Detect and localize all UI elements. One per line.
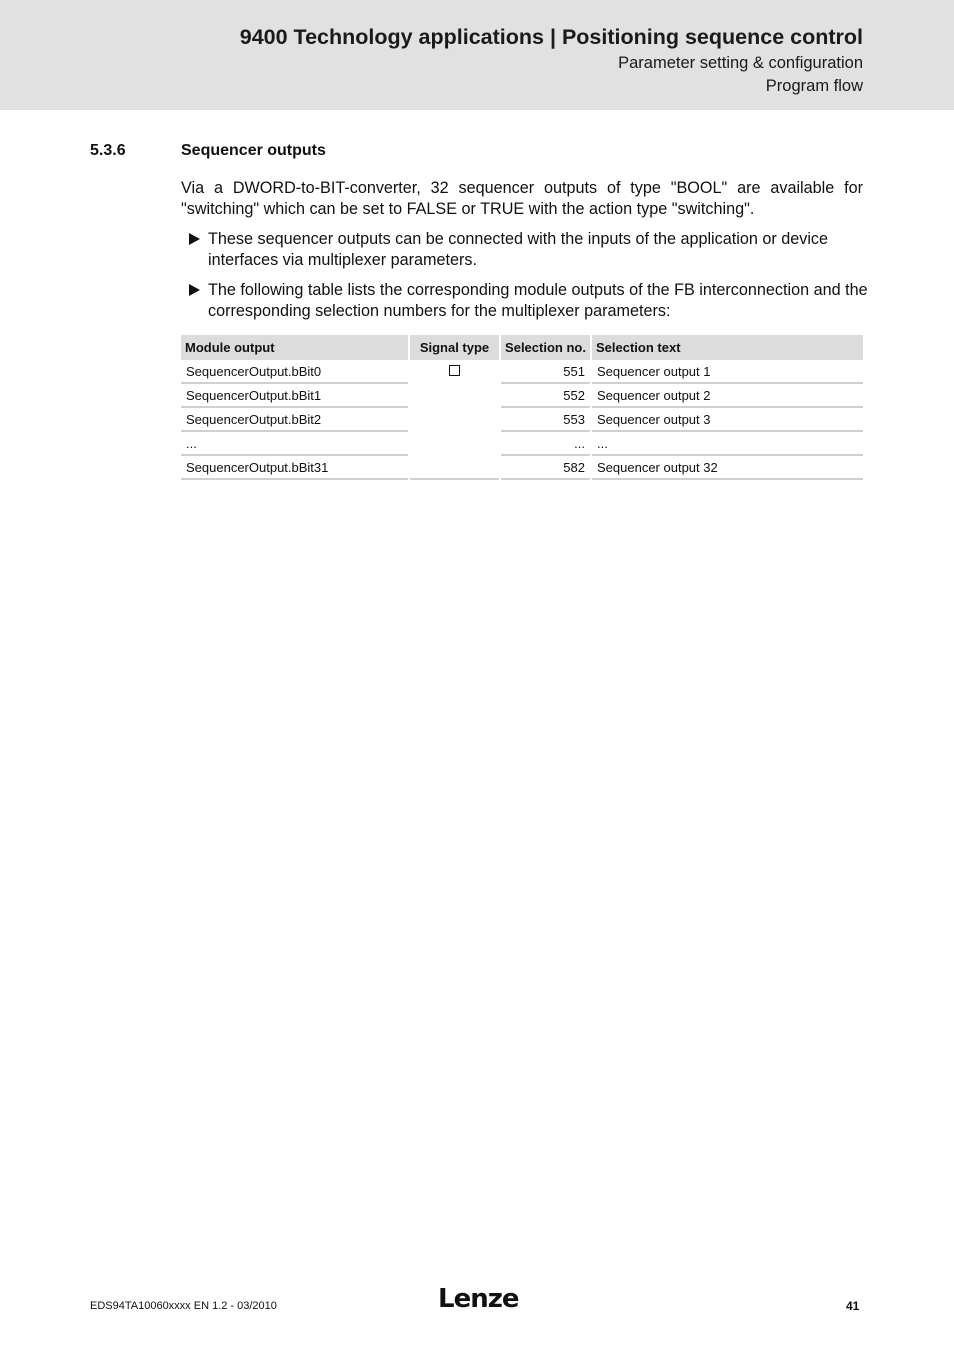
table-row <box>181 360 863 384</box>
module-output-cell: SequencerOutput.bBit0 <box>181 360 408 384</box>
table-header-row <box>181 335 863 360</box>
selection-text-cell: Sequencer output 3 <box>592 408 863 432</box>
sequencer-outputs-table <box>179 335 865 480</box>
selection-text-cell: Sequencer output 2 <box>592 384 863 408</box>
bool-square-icon <box>449 365 460 376</box>
header-title: 9400 Technology applications | Positioning sequence control <box>239 25 863 49</box>
header-subtitle-chapter: Parameter setting & configuration <box>618 54 863 72</box>
column-header-signal-type: Signal type <box>410 335 499 360</box>
table-row <box>181 456 863 480</box>
selection-no-cell: 553 <box>501 408 590 432</box>
column-header-selection-no: Selection no. <box>501 335 590 360</box>
selection-no-cell: 582 <box>501 456 590 480</box>
bullet-arrow-icon <box>189 284 200 296</box>
selection-no-cell: 551 <box>501 360 590 384</box>
section-title: Sequencer outputs <box>181 142 326 159</box>
bullet-item: These sequencer outputs can be connected with the inputs of the application or device interfaces via multiplexer parameters. <box>208 230 829 269</box>
signal-type-cell <box>410 360 499 480</box>
table-row <box>181 408 863 432</box>
module-output-cell: SequencerOutput.bBit1 <box>181 384 408 408</box>
selection-no-cell: ... <box>501 432 590 456</box>
module-output-cell: SequencerOutput.bBit2 <box>181 408 408 432</box>
footer-document-id: EDS94TA10060xxxx EN 1.2 - 03/2010 <box>90 1300 277 1312</box>
selection-text-cell: Sequencer output 32 <box>592 456 863 480</box>
table-row <box>181 432 863 456</box>
bullet-arrow-icon <box>189 233 200 245</box>
selection-no-cell: 552 <box>501 384 590 408</box>
column-header-module-output: Module output <box>181 335 408 360</box>
header-subtitle-section: Program flow <box>765 77 863 95</box>
page-number: 41 <box>846 1299 860 1313</box>
column-header-selection-text: Selection text <box>592 335 863 360</box>
page-header <box>0 0 954 110</box>
table-row <box>181 384 863 408</box>
module-output-cell: ... <box>181 432 408 456</box>
module-output-cell: SequencerOutput.bBit31 <box>181 456 408 480</box>
lenze-logo: Lenze <box>438 1284 519 1314</box>
section-number: 5.3.6 <box>90 142 126 159</box>
intro-paragraph: Via a DWORD-to-BIT-converter, 32 sequencer outputs of type "BOOL" are available for "switching" which can be set to FALSE or TRUE with the action type "switching". <box>181 179 863 218</box>
selection-text-cell: Sequencer output 1 <box>592 360 863 384</box>
bullet-item: The following table lists the corresponding module outputs of the FB interconnection and the corresponding selection numbers for the multiplexer parameters: <box>208 281 868 320</box>
selection-text-cell: ... <box>592 432 863 456</box>
